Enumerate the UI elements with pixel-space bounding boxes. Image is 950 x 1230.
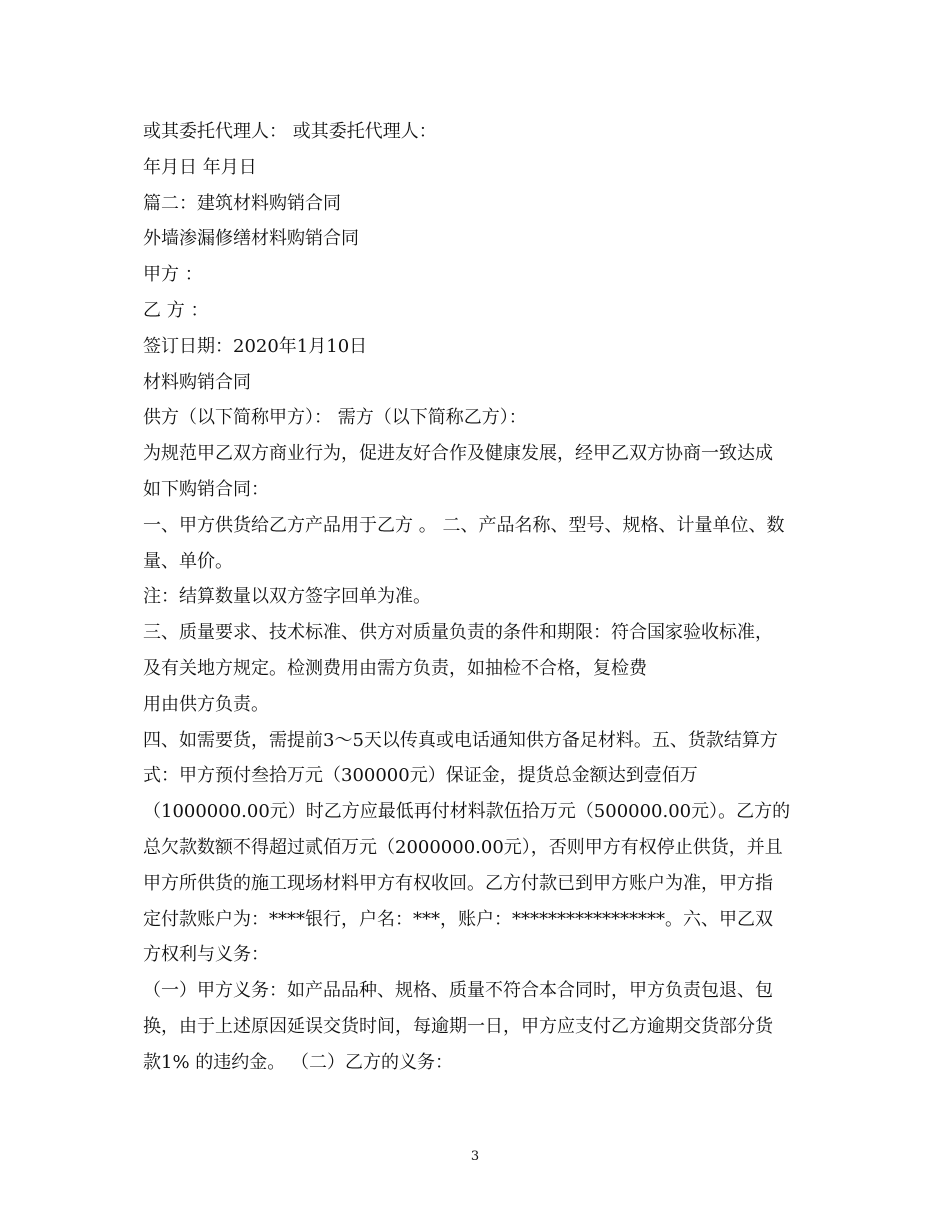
text-line: 用由供方负责。 — [143, 693, 269, 715]
contract-title: 外墙渗漏修缮材料购销合同 — [143, 228, 359, 250]
party-a-line: 甲方 ： — [143, 264, 203, 286]
text-line: 及有关地方规定。检测费用由需方负责，如抽检不合格，复检费 — [143, 657, 647, 679]
text-line: 四、如需要货，需提前3～5天以传真或电话通知供方备足材料。五、货款结算方 — [143, 729, 778, 751]
text-line: 注：结算数量以双方签字回单为准。 — [143, 586, 431, 608]
text-line: 方权利与义务： — [143, 944, 269, 966]
section-heading: 篇二：建筑材料购销合同 — [143, 192, 341, 214]
party-b-line: 乙 方 ： — [143, 299, 209, 321]
parties-line: 供方（以下简称甲方）： 需方（以下简称乙方）： — [143, 407, 527, 429]
text-line: 甲方所供货的施工现场材料甲方有权收回。乙方付款已到甲方账户为准，甲方指 — [143, 872, 773, 894]
text-line: 一、甲方供货给乙方产品用于乙方 。 二、产品名称、型号、规格、计量单位、数 — [143, 514, 785, 536]
text-line: 年月日 年月日 — [143, 156, 257, 178]
page-number: 3 — [470, 1149, 480, 1164]
contract-subtitle: 材料购销合同 — [143, 371, 251, 393]
text-line: 如下购销合同： — [143, 478, 269, 500]
signing-date-line: 签订日期：2020年1月10日 — [143, 335, 368, 357]
text-line: （1000000.00元）时乙方应最低再付材料款伍拾万元（500000.00元）。乙方的 — [143, 801, 791, 823]
text-line: 定付款账户为：****银行，户名：***，账户：*****************。六、甲乙双 — [143, 908, 773, 930]
text-line: 总欠款数额不得超过贰佰万元（2000000.00元），否则甲方有权停止供货，并且 — [143, 836, 783, 858]
text-line: 款1% 的违约金。 （二）乙方的义务： — [143, 1051, 453, 1073]
text-line: 换，由于上述原因延误交货时间，每逾期一日，甲方应支付乙方逾期交货部分货 — [143, 1015, 773, 1037]
text-line: 三、质量要求、技术标准、供方对质量负责的条件和期限：符合国家验收标准， — [143, 622, 773, 644]
text-line: 式：甲方预付叁拾万元（300000元）保证金，提货总金额达到壹佰万 — [143, 765, 698, 787]
document-body — [143, 114, 813, 1081]
text-line: 或其委托代理人： 或其委托代理人： — [143, 121, 437, 142]
text-line: 为规范甲乙双方商业行为，促进友好合作及健康发展，经甲乙双方协商一致达成 — [143, 443, 773, 465]
text-line: 量、单价。 — [143, 550, 233, 572]
text-line: （一）甲方义务：如产品品种、规格、质量不符合本合同时，甲方负责包退、包 — [143, 980, 773, 1002]
